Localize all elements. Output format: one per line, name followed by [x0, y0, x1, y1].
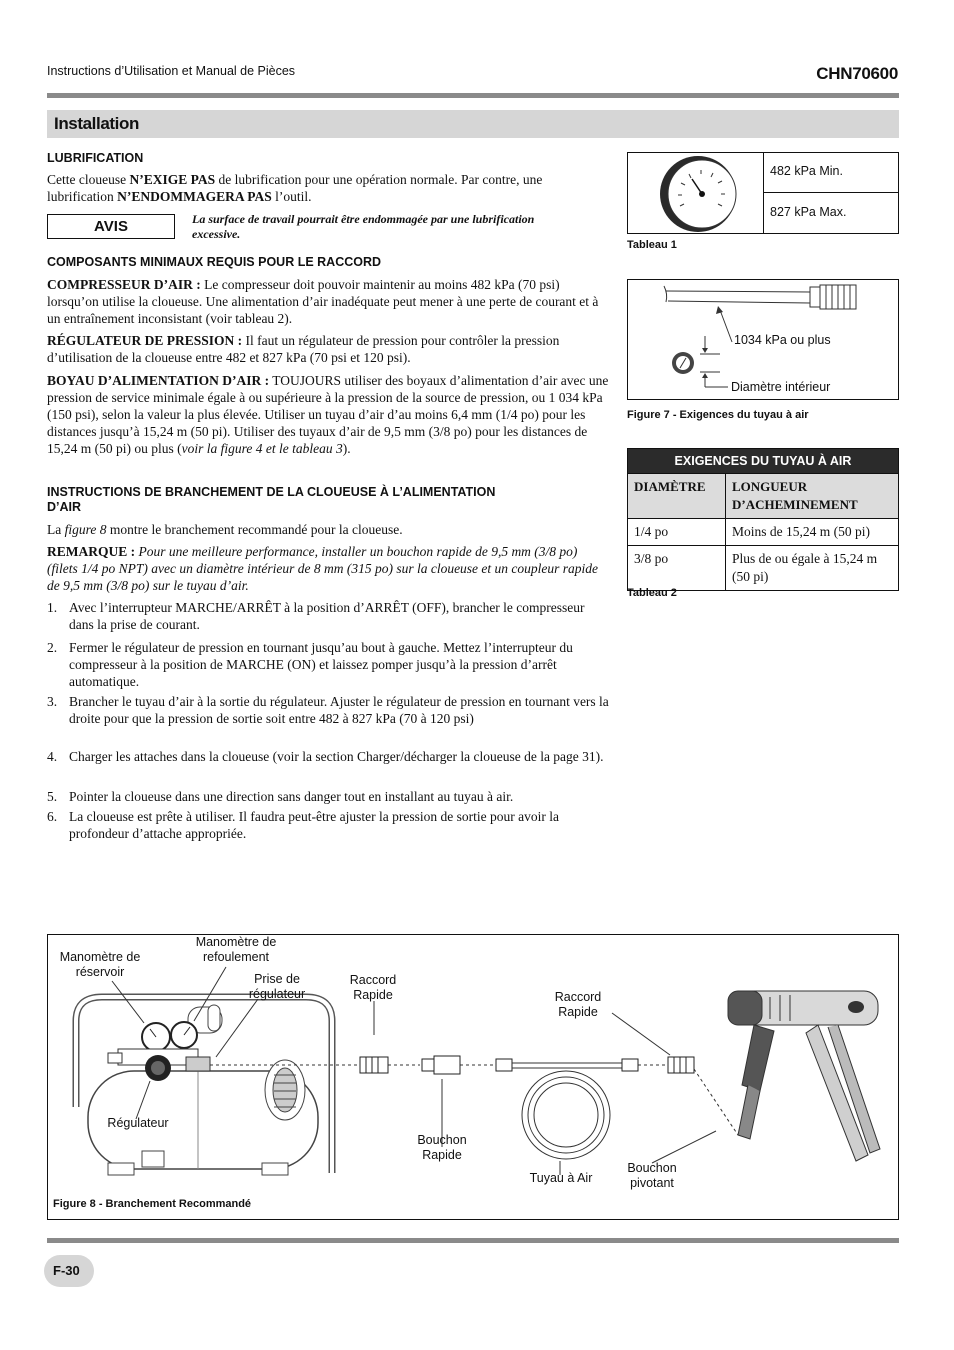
manual-title: Instructions d’Utilisation et Manual de Pièces: [47, 64, 296, 78]
step-1: 1. Avec l’interrupteur MARCHE/ARRÊT à la position d’ARRÊT (OFF), brancher le compresseur dans la prise de courant.: [47, 600, 585, 632]
table-cell: Moins de 15,24 m (50 pi): [726, 519, 899, 546]
figure-7: [627, 279, 899, 400]
step-6: 6. La cloueuse est prête à utiliser. Il faudra peut-être ajuster la pression de sortie pour avoir la profondeur d’attache appropriée.: [47, 809, 559, 841]
nailer-icon: [728, 991, 880, 1161]
tableau2-title: EXIGENCES DU TUYAU À AIR: [628, 449, 899, 474]
tableau1-max: 827 kPa Max.: [770, 205, 847, 219]
connection-diagram-illustration: [48, 935, 898, 1219]
step-4: 4. Charger les attaches dans la cloueuse (voir la section Charger/décharger la cloueuse de la page 31).: [47, 749, 604, 764]
table-row: [628, 519, 899, 546]
figure7-diameter-label: Diamètre intérieur: [731, 380, 831, 394]
figure8-caption: Figure 8 - Branchement Recommandé: [53, 1198, 252, 1210]
lubrification-heading: LUBRIFICATION: [47, 151, 144, 165]
step-3: 3. Brancher le tuyau d’air à la sortie du régulateur. Ajuster le régulateur de pression en tournant vers la droite pour que la pression de sortie soit entre 482 à 827 kPa (70 à 120 psi): [47, 694, 609, 726]
branchement-heading: INSTRUCTIONS DE BRANCHEMENT DE LA CLOUEUSE À L’ALIMENTATION D’AIR: [47, 485, 496, 514]
avis-text: La surface de travail pourrait être endommagée par une lubrification excessive.: [192, 212, 535, 241]
gauge-cell: [628, 153, 764, 233]
tableau-1: [627, 152, 899, 234]
figure-8: [47, 934, 899, 1220]
page-number: F-30: [44, 1255, 94, 1287]
table-row: [628, 546, 899, 591]
label-raccord-rapide-2: Raccord Rapide: [554, 990, 602, 1019]
tableau-2: [627, 448, 899, 591]
pressure-gauge-icon: [628, 153, 764, 233]
tableau1-caption: Tableau 1: [627, 239, 677, 251]
tableau2-col-diametre: DIAMÈTRE: [628, 474, 726, 519]
figure7-caption: Figure 7 - Exigences du tuyau à air: [627, 409, 809, 421]
label-raccord-rapide-1: Raccord Rapide: [349, 973, 397, 1002]
section-title: Installation: [54, 114, 139, 133]
lubrification-paragraph: Cette cloueuse N’EXIGE PAS de lubrification pour une opération normale. Par contre, une lubrification N’ENDOMMAGERA PAS l’outil.: [47, 172, 543, 204]
top-rule: [47, 93, 899, 98]
model-number: CHN70600: [816, 64, 898, 83]
boyau-paragraph: BOYAU D’ALIMENTATION D’AIR : TOUJOURS utiliser des boyaux d’alimentation d’air avec une pression de service minimale égale à ou supérieure à la pression de la source de pression, ou 1 034 kPa (150 psi), selon la valeur la plus élevée. Utiliser un tuyau d’air d’au moins 6,4 mm (1/4 po) pour les distances jusqu’à 15,24 m (50 pi). Utiliser des tuyaux d’air de 9,5 mm (3/8 po) pour les distances de 15,24 m (50 pi) ou plus (voir la figure 4 et le tableau 3).: [47, 373, 609, 456]
step-2: 2. Fermer le régulateur de pression en tournant jusqu’au bout à gauche. Mettez l’interrupteur du compresseur à la position de MARCHE (ON) et laissez pomper jusqu’à la pression d’arrêt automatique.: [47, 640, 573, 689]
composants-heading: COMPOSANTS MINIMAUX REQUIS POUR LE RACCORD: [47, 255, 382, 269]
figure7-pressure-label: 1034 kPa ou plus: [734, 333, 831, 347]
remarque-paragraph: REMARQUE : Pour une meilleure performance, installer un bouchon rapide de 9,5 mm (3/8 po) (filets 1/4 po NPT) avec un diamètre intérieur de 8 mm (315 po) sur la cloueuse et un coupleur rapide de 9,5 mm (3/8 po) sur le tuyau d’air.: [47, 544, 599, 593]
tableau1-min: 482 kPa Min.: [764, 153, 898, 193]
section-bar: [47, 110, 899, 138]
label-bouchon-pivotant: Bouchon pivotant: [627, 1161, 677, 1190]
label-prise-regulateur: Prise de régulateur: [248, 972, 306, 1001]
regulateur-paragraph: RÉGULATEUR DE PRESSION : Il faut un régulateur de pression pour contrôler la pression d’utilisation de la cloueuse entre 482 et 827 kPa (70 psi et 120 psi).: [47, 333, 560, 365]
label-tuyau-air: Tuyau à Air: [529, 1171, 593, 1185]
bottom-rule: [47, 1238, 899, 1243]
table-cell: 1/4 po: [628, 519, 726, 546]
table-cell: 3/8 po: [628, 546, 726, 591]
table-cell: Plus de ou égale à 15,24 m (50 pi): [726, 546, 899, 591]
label-bouchon-rapide: Bouchon Rapide: [417, 1133, 467, 1162]
step-5: 5. Pointer la cloueuse dans une direction sans danger tout en installant au tuyau à air.: [47, 789, 514, 804]
tableau2-caption: Tableau 2: [627, 587, 677, 599]
compresseur-paragraph: COMPRESSEUR D’AIR : Le compresseur doit pouvoir maintenir au moins 482 kPa (70 psi) lorsqu’on utilise la cloueuse. Une alimentation d’air inadéquate peut mener à une perte de courant et à un entraînement inconsistant (voir tableau 2).: [47, 277, 599, 326]
label-regulateur: Régulateur: [107, 1116, 169, 1130]
tableau2-col-longueur: LONGUEUR D’ACHEMINEMENT: [726, 474, 899, 519]
label-manometre-reservoir: Manomètre de réservoir: [59, 950, 141, 979]
branchement-intro: La figure 8 montre le branchement recommandé pour la cloueuse.: [47, 522, 403, 537]
avis-badge: AVIS: [47, 214, 175, 239]
label-manometre-refoulement: Manomètre de refoulement: [195, 935, 277, 964]
